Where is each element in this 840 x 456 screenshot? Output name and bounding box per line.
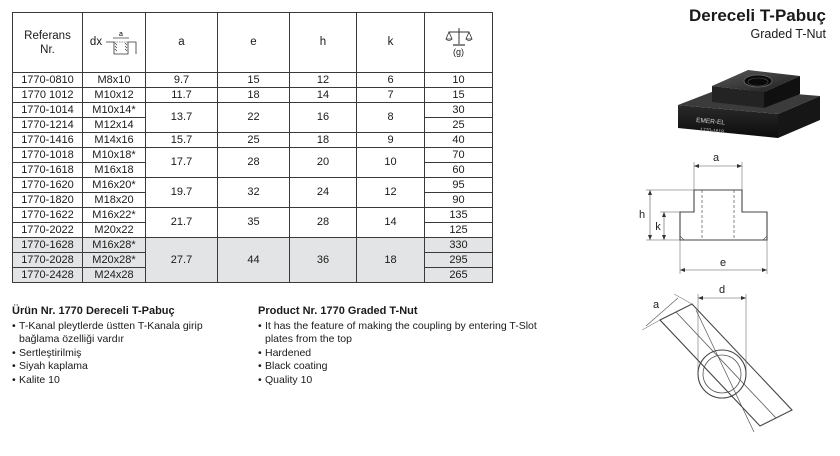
dx-cell: M16x20* — [83, 178, 146, 193]
ref-cell: 1770-1820 — [13, 193, 83, 208]
h-cell: 16 — [290, 103, 357, 133]
a-cell: 19.7 — [146, 178, 218, 208]
ref-cell: 1770-1416 — [13, 133, 83, 148]
ref-cell: 1770-1628 — [13, 238, 83, 253]
dx-cell: M8x10 — [83, 73, 146, 88]
weight-cell: 90 — [425, 193, 493, 208]
col-header-ref — [13, 13, 83, 73]
dx-header-label: dx — [89, 36, 103, 48]
table-row — [13, 238, 493, 253]
k-cell: 10 — [357, 148, 425, 178]
spec-table — [12, 12, 493, 283]
dx-cell: M16x28* — [83, 238, 146, 253]
weight-unit-label: (g) — [453, 47, 464, 57]
dx-icon-label: a — [119, 30, 124, 38]
k-cell: 18 — [357, 238, 425, 283]
feature-list-en — [258, 320, 548, 388]
dx-cell: M10x18* — [83, 148, 146, 163]
dim-label-d: d — [718, 284, 726, 296]
dim-label-e: e — [719, 257, 727, 269]
a-cell: 15.7 — [146, 133, 218, 148]
ref-cell: 1770-1618 — [13, 163, 83, 178]
list-item: • Black coating — [258, 360, 548, 374]
dx-cell: M16x22* — [83, 208, 146, 223]
dim-label-h: h — [638, 209, 646, 221]
weight-cell: 15 — [425, 88, 493, 103]
top-view-drawing — [622, 282, 832, 452]
t-nut-photo — [660, 50, 830, 150]
h-cell: 12 — [290, 73, 357, 88]
h-cell: 14 — [290, 88, 357, 103]
col-header-a: a — [146, 13, 218, 73]
k-cell: 8 — [357, 103, 425, 133]
a-cell: 17.7 — [146, 148, 218, 178]
ref-header-line1: Referans — [24, 29, 71, 42]
e-cell: 25 — [218, 133, 290, 148]
product-description-en — [258, 305, 548, 387]
ref-cell: 1770-1622 — [13, 208, 83, 223]
dx-cell: M20x22 — [83, 223, 146, 238]
weight-cell: 25 — [425, 118, 493, 133]
weight-cell: 70 — [425, 148, 493, 163]
ref-cell: 1770-1214 — [13, 118, 83, 133]
h-cell: 28 — [290, 208, 357, 238]
h-cell: 20 — [290, 148, 357, 178]
table-row — [13, 208, 493, 223]
k-cell: 7 — [357, 88, 425, 103]
ref-cell: 1770-2428 — [13, 268, 83, 283]
e-cell: 18 — [218, 88, 290, 103]
product-description-tr — [12, 305, 242, 387]
thread-profile-icon — [104, 30, 138, 56]
table-header-row — [13, 13, 493, 73]
dx-cell: M24x28 — [83, 268, 146, 283]
col-header-dx — [83, 13, 146, 73]
table-row — [13, 178, 493, 193]
k-cell: 9 — [357, 133, 425, 148]
list-item: • Sertleştirilmiş — [12, 347, 242, 361]
table-row — [13, 73, 493, 88]
weight-cell: 125 — [425, 223, 493, 238]
ref-cell: 1770-2022 — [13, 223, 83, 238]
page-subtitle: Graded T-Nut — [750, 27, 826, 41]
weight-cell: 135 — [425, 208, 493, 223]
h-cell: 36 — [290, 238, 357, 283]
a-cell: 21.7 — [146, 208, 218, 238]
weight-cell: 10 — [425, 73, 493, 88]
dx-cell: M10x14* — [83, 103, 146, 118]
e-cell: 32 — [218, 178, 290, 208]
side-view-drawing — [622, 150, 832, 285]
dx-cell: M16x18 — [83, 163, 146, 178]
k-cell: 6 — [357, 73, 425, 88]
section-title-en: Product Nr. 1770 Graded T-Nut — [258, 305, 418, 317]
weight-cell: 295 — [425, 253, 493, 268]
dx-cell: M14x16 — [83, 133, 146, 148]
h-cell: 24 — [290, 178, 357, 208]
a-cell: 9.7 — [146, 73, 218, 88]
ref-cell: 1770-1018 — [13, 148, 83, 163]
page-title: Dereceli T-Pabuç — [688, 6, 826, 25]
col-header-h: h — [290, 13, 357, 73]
weight-cell: 330 — [425, 238, 493, 253]
dx-cell: M20x28* — [83, 253, 146, 268]
col-header-e: e — [218, 13, 290, 73]
weight-cell: 95 — [425, 178, 493, 193]
e-cell: 15 — [218, 73, 290, 88]
ref-cell: 1770 1012 — [13, 88, 83, 103]
e-cell: 44 — [218, 238, 290, 283]
weight-cell: 265 — [425, 268, 493, 283]
h-cell: 18 — [290, 133, 357, 148]
list-item: • Kalite 10 — [12, 374, 242, 388]
ref-cell: 1770-2028 — [13, 253, 83, 268]
table-row — [13, 103, 493, 118]
dx-cell: M18x20 — [83, 193, 146, 208]
ref-cell: 1770-1014 — [13, 103, 83, 118]
section-title-tr: Ürün Nr. 1770 Dereceli T-Pabuç — [12, 305, 175, 317]
weight-cell: 60 — [425, 163, 493, 178]
dx-cell: M10x12 — [83, 88, 146, 103]
table-row — [13, 148, 493, 163]
dim-label-a-top: a — [652, 299, 660, 311]
ref-header-line2: Nr. — [40, 43, 55, 56]
k-cell: 12 — [357, 178, 425, 208]
a-cell: 11.7 — [146, 88, 218, 103]
e-cell: 35 — [218, 208, 290, 238]
feature-list-tr — [12, 320, 242, 388]
dim-label-a: a — [712, 152, 720, 164]
k-cell: 14 — [357, 208, 425, 238]
table-row — [13, 88, 493, 103]
e-cell: 28 — [218, 148, 290, 178]
list-item: • It has the feature of making the coupling by entering T-Slot plates from the top — [258, 320, 548, 347]
photo-code-label: 1770-1618 — [699, 127, 725, 136]
photo-brand-label: EMER-EL — [695, 117, 726, 127]
col-header-k: k — [357, 13, 425, 73]
ref-cell: 1770-1620 — [13, 178, 83, 193]
dim-label-k: k — [655, 221, 661, 233]
dx-cell: M12x14 — [83, 118, 146, 133]
weight-cell: 30 — [425, 103, 493, 118]
table-row — [13, 133, 493, 148]
col-header-weight — [425, 13, 493, 73]
weight-cell: 40 — [425, 133, 493, 148]
e-cell: 22 — [218, 103, 290, 133]
a-cell: 13.7 — [146, 103, 218, 133]
list-item: • Quality 10 — [258, 374, 548, 388]
a-cell: 27.7 — [146, 238, 218, 283]
ref-cell: 1770-0810 — [13, 73, 83, 88]
list-item: • T-Kanal pleytlerde üstten T-Kanala girip bağlama özelliği vardır — [12, 320, 242, 347]
list-item: • Siyah kaplama — [12, 360, 242, 374]
list-item: • Hardened — [258, 347, 548, 361]
